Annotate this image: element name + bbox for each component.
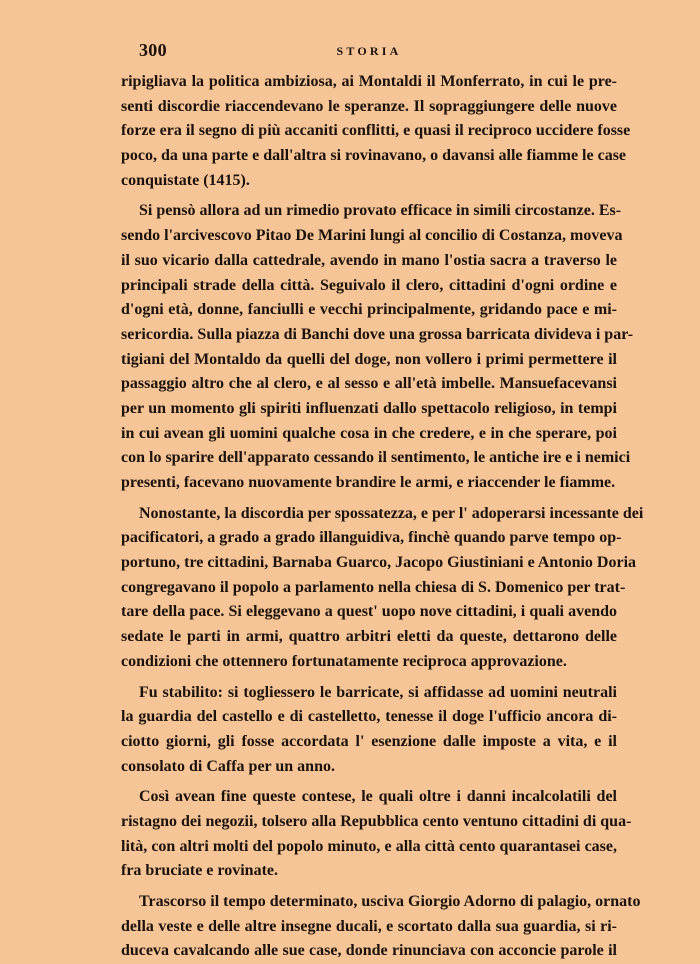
text-line: ciotto giorni, gli fosse accordata l' esenzione dalle imposte a vita, e il xyxy=(121,732,617,750)
text-line: Si pensò allora ad un rimedio provato efficace in simili circostanze. Es- xyxy=(139,202,622,220)
text-line: d'ogni età, donne, fanciulli e vecchi principalmente, gridando pace e mi- xyxy=(121,301,617,319)
text-line: consolato di Caffa per un anno. xyxy=(121,757,335,775)
text-line: della veste e delle altre insegne ducali, e scortato dalla sua guardia, si ri- xyxy=(121,917,617,935)
paragraph xyxy=(121,199,634,495)
text-line: fra bruciate e rovinate. xyxy=(121,862,278,880)
text-line: Nonostante, la discordia per spossatezza, e per l' adoperarsi incessante dei xyxy=(139,504,644,522)
text-line: il suo vicario dalla cattedrale, avendo in mano l'ostia sacra a traverso le xyxy=(121,251,617,269)
text-line: sericordia. Sulla piazza di Banchi dove una grossa barricata divideva i par- xyxy=(121,325,634,343)
text-line: tare della pace. Si eleggevano a quest' uopo nove cittadini, i quali avendo xyxy=(121,603,617,621)
text-line: duceva cavalcando alle sue case, donde rinunciava con acconcie parole il xyxy=(121,942,617,960)
text-line: in cui avean gli uomini qualche cosa in che credere, e in che sperare, poi xyxy=(121,424,617,442)
text-line: senti discordie riaccendevano le speranze. Il sopraggiungere delle nuove xyxy=(121,97,617,115)
paragraph xyxy=(121,681,617,780)
text-line: lità, con altri molti del popolo minuto, e alla città cento quarantasei case, xyxy=(121,837,617,855)
paragraph xyxy=(121,890,641,964)
body-text xyxy=(121,70,644,964)
text-line: portuno, tre cittadini, Barnaba Guarco, Jacopo Giustiniani e Antonio Doria xyxy=(121,554,637,572)
running-head: STORIA xyxy=(336,44,402,58)
text-line: la guardia del castello e di castelletto, tenesse il doge l'ufficio ancora di- xyxy=(121,708,617,726)
text-line: ristagno dei negozii, tolsero alla Repubblica cento ventuno cittadini di qua- xyxy=(121,812,632,830)
text-line: poco, da una parte e dall'altra si rovinavano, o davansi alle fiamme le case xyxy=(121,147,627,165)
text-line: tigiani del Montaldo da quelli del doge, non vollero i primi permettere il xyxy=(121,350,617,368)
text-line: sendo l'arcivescovo Pitao De Marini lungi al concilio di Costanza, moveva xyxy=(121,227,623,245)
text-line: sedate le parti in armi, quattro arbitri eletti da queste, dettarono delle xyxy=(121,628,617,646)
page-number: 300 xyxy=(139,40,167,60)
text-line: presenti, facevano nuovamente brandire le armi, e riaccender le fiamme. xyxy=(121,474,616,491)
paragraph xyxy=(121,502,644,675)
text-line: forze era il segno di più accaniti conflitti, e quasi il reciproco uccidere fosse xyxy=(121,122,631,140)
text-line: principali strade della città. Seguivalo il clero, cittadini d'ogni ordine e xyxy=(121,276,617,294)
text-line: condizioni che ottennero fortunatamente reciproca approvazione. xyxy=(121,652,567,670)
text-line: ripigliava la politica ambiziosa, ai Montaldi il Monferrato, in cui le pre- xyxy=(121,73,617,90)
paragraph xyxy=(121,785,632,884)
text-line: per un momento gli spiriti influenzati dallo spettacolo religioso, in tempi xyxy=(121,399,617,417)
text-line: Così avean fine queste contese, le quali oltre i danni incalcolatili del xyxy=(139,788,617,806)
text-line: congregavano il popolo a parlamento nella chiesa di S. Domenico per trat- xyxy=(121,578,626,596)
paragraph xyxy=(121,70,631,193)
page-header xyxy=(121,40,617,64)
text-line: pacificatori, a grado a grado illanguidiva, finchè quando parve tempo op- xyxy=(121,529,622,547)
text-line: Fu stabilito: si togliessero le barricate, si affidasse ad uomini neutrali xyxy=(139,683,617,701)
text-line: con lo sparire dell'apparato cessando il sentimento, le antiche ire e i nemici xyxy=(121,449,631,467)
text-line: passaggio altro che al clero, e al sesso e all'età imbelle. Mansuefacevansi xyxy=(121,375,617,393)
text-line: Trascorso il tempo determinato, usciva Giorgio Adorno di palagio, ornato xyxy=(139,893,641,910)
text-line: conquistate (1415). xyxy=(121,171,250,189)
